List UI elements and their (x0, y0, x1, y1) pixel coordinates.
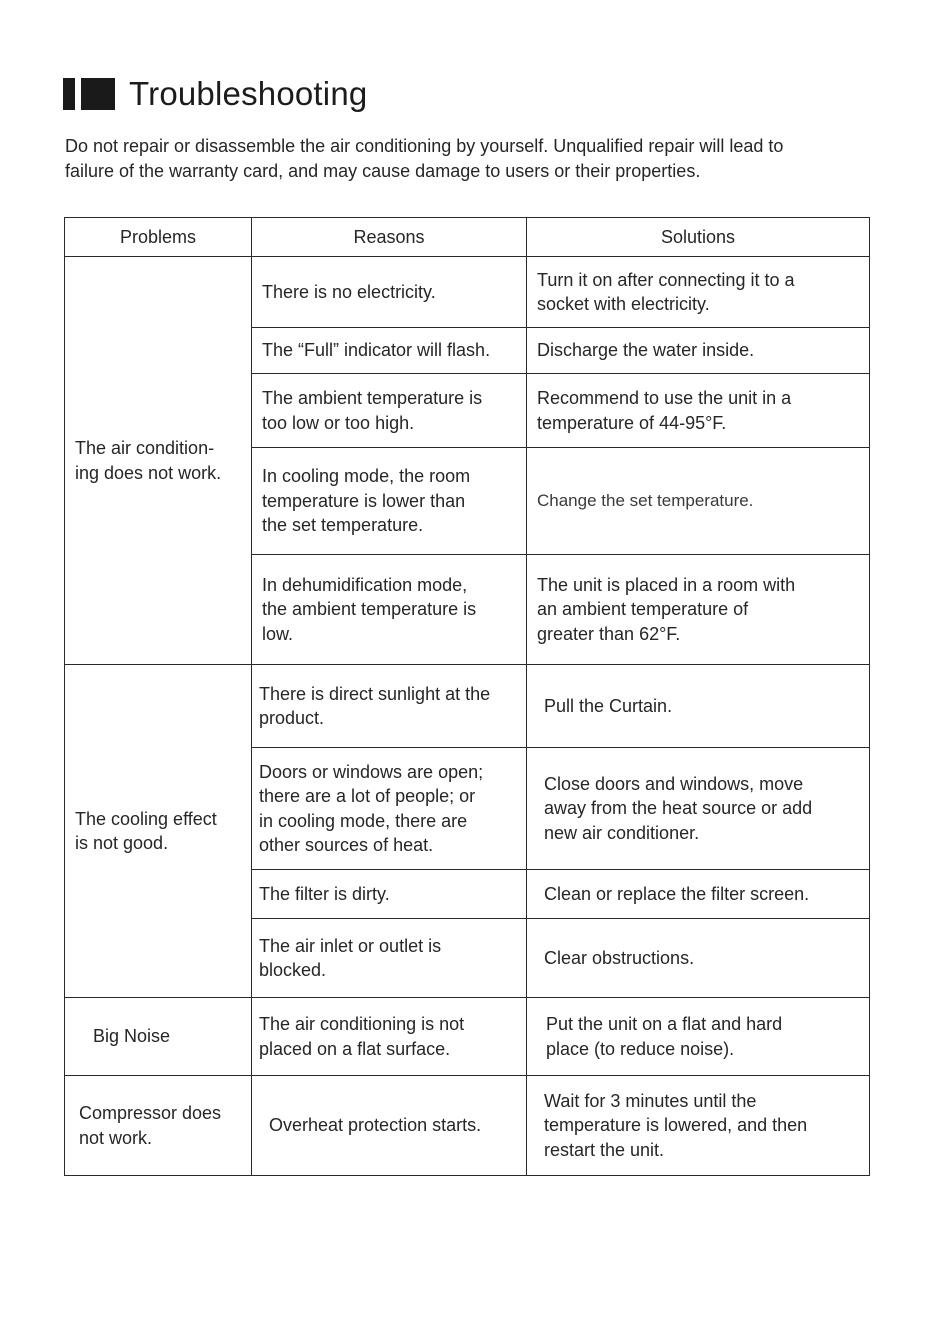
cell-text-line: Pull the Curtain. (544, 695, 673, 716)
cell-text-line: new air conditioner. (544, 822, 700, 843)
solution-cell (527, 257, 870, 328)
table-row (65, 257, 870, 328)
cell-text-line: temperature is lower than (262, 490, 466, 511)
heading-marker-block (81, 78, 115, 110)
problem-cell (65, 665, 252, 998)
cell-text-line: low. (262, 623, 294, 644)
cell-text-line: Big Noise (93, 1026, 171, 1047)
cell-text-line: place (to reduce noise). (546, 1038, 735, 1059)
intro-line: Do not repair or disassemble the air conditioning by yourself. Unqualified repair will lead to (65, 136, 784, 156)
column-header-solutions: Solutions (527, 218, 870, 257)
intro-paragraph (65, 134, 885, 183)
cell-text-line: other sources of heat. (259, 835, 434, 855)
solution-cell (527, 1076, 870, 1176)
solution-cell (527, 555, 870, 665)
cell-text-line: There is no electricity. (262, 281, 436, 302)
cell-text-line: the ambient temperature is (262, 599, 477, 620)
solution-cell (527, 374, 870, 448)
solution-cell (527, 919, 870, 998)
reason-cell (252, 328, 527, 374)
cell-text-line: Recommend to use the unit in a (537, 388, 792, 408)
cell-text-line: The ambient temperature is (262, 388, 483, 408)
cell-text-line: there are a lot of people; or (259, 786, 476, 806)
column-header-reasons: Reasons (252, 218, 527, 257)
solution-cell (527, 998, 870, 1076)
cell-text-line: away from the heat source or add (544, 798, 813, 819)
cell-text-line: restart the unit. (544, 1139, 665, 1160)
reason-cell (252, 870, 527, 919)
problem-cell (65, 998, 252, 1076)
cell-text-line: The unit is placed in a room with (537, 574, 796, 595)
cell-text-line: Doors or windows are open; (259, 761, 484, 782)
reason-cell (252, 1076, 527, 1176)
section-heading (63, 74, 367, 114)
cell-text-line: too low or too high. (262, 412, 415, 433)
cell-text-line: an ambient temperature of (537, 599, 749, 620)
solution-cell (527, 448, 870, 555)
cell-text-line: Wait for 3 minutes until the (544, 1090, 757, 1111)
cell-text-line: not work. (79, 1127, 153, 1148)
table-row (65, 665, 870, 748)
cell-text-line: Clean or replace the filter screen. (544, 883, 810, 904)
cell-text-line: Overheat protection starts. (269, 1115, 482, 1136)
cell-text-line: The cooling effect (75, 808, 217, 829)
cell-text-line: Change the set temperature. (537, 490, 754, 510)
table-header-row (65, 218, 870, 257)
reason-cell (252, 665, 527, 748)
reason-cell (252, 555, 527, 665)
problem-cell (65, 1076, 252, 1176)
table-row (65, 1076, 870, 1176)
intro-line: failure of the warranty card, and may cause damage to users or their properties. (65, 160, 701, 181)
reason-cell (252, 748, 527, 870)
solution-cell (527, 665, 870, 748)
cell-text-line: product. (259, 708, 325, 728)
page-title: Troubleshooting (129, 75, 368, 112)
cell-text-line: temperature is lowered, and then (544, 1115, 808, 1136)
cell-text-line: Put the unit on a flat and hard (546, 1014, 783, 1034)
cell-text-line: ing does not work. (75, 462, 222, 483)
heading-marker-bar (63, 78, 75, 110)
cell-text-line: placed on a flat surface. (259, 1038, 451, 1059)
cell-text-line: socket with electricity. (537, 294, 710, 314)
reason-cell (252, 998, 527, 1076)
reason-cell (252, 919, 527, 998)
reason-cell (252, 374, 527, 448)
solution-cell (527, 748, 870, 870)
cell-text-line: Close doors and windows, move (544, 773, 804, 794)
cell-text-line: The air inlet or outlet is (259, 935, 442, 956)
cell-text-line: Turn it on after connecting it to a (537, 269, 795, 290)
table-row (65, 998, 870, 1076)
cell-text-line: greater than 62°F. (537, 623, 681, 644)
cell-text-line: Clear obstructions. (544, 947, 695, 968)
reason-cell (252, 448, 527, 555)
cell-text-line: In cooling mode, the room (262, 466, 471, 487)
cell-text-line: the set temperature. (262, 515, 424, 536)
cell-text-line: temperature of 44-95°F. (537, 412, 727, 433)
cell-text-line: There is direct sunlight at the (259, 683, 491, 704)
cell-text-line: Compressor does (79, 1103, 222, 1123)
cell-text-line: In dehumidification mode, (262, 574, 468, 595)
cell-text-line: blocked. (259, 960, 327, 980)
cell-text-line: The air condition- (75, 438, 215, 458)
solution-cell (527, 870, 870, 919)
column-header-problems: Problems (65, 218, 252, 257)
solution-cell (527, 328, 870, 374)
cell-text-line: is not good. (75, 833, 169, 853)
troubleshooting-table (64, 217, 870, 1176)
reason-cell (252, 257, 527, 328)
cell-text-line: in cooling mode, there are (259, 810, 468, 831)
problem-cell (65, 257, 252, 665)
cell-text-line: The air conditioning is not (259, 1014, 465, 1034)
cell-text-line: The filter is dirty. (259, 883, 390, 904)
cell-text-line: Discharge the water inside. (537, 340, 755, 361)
cell-text-line: The “Full” indicator will flash. (262, 340, 491, 361)
